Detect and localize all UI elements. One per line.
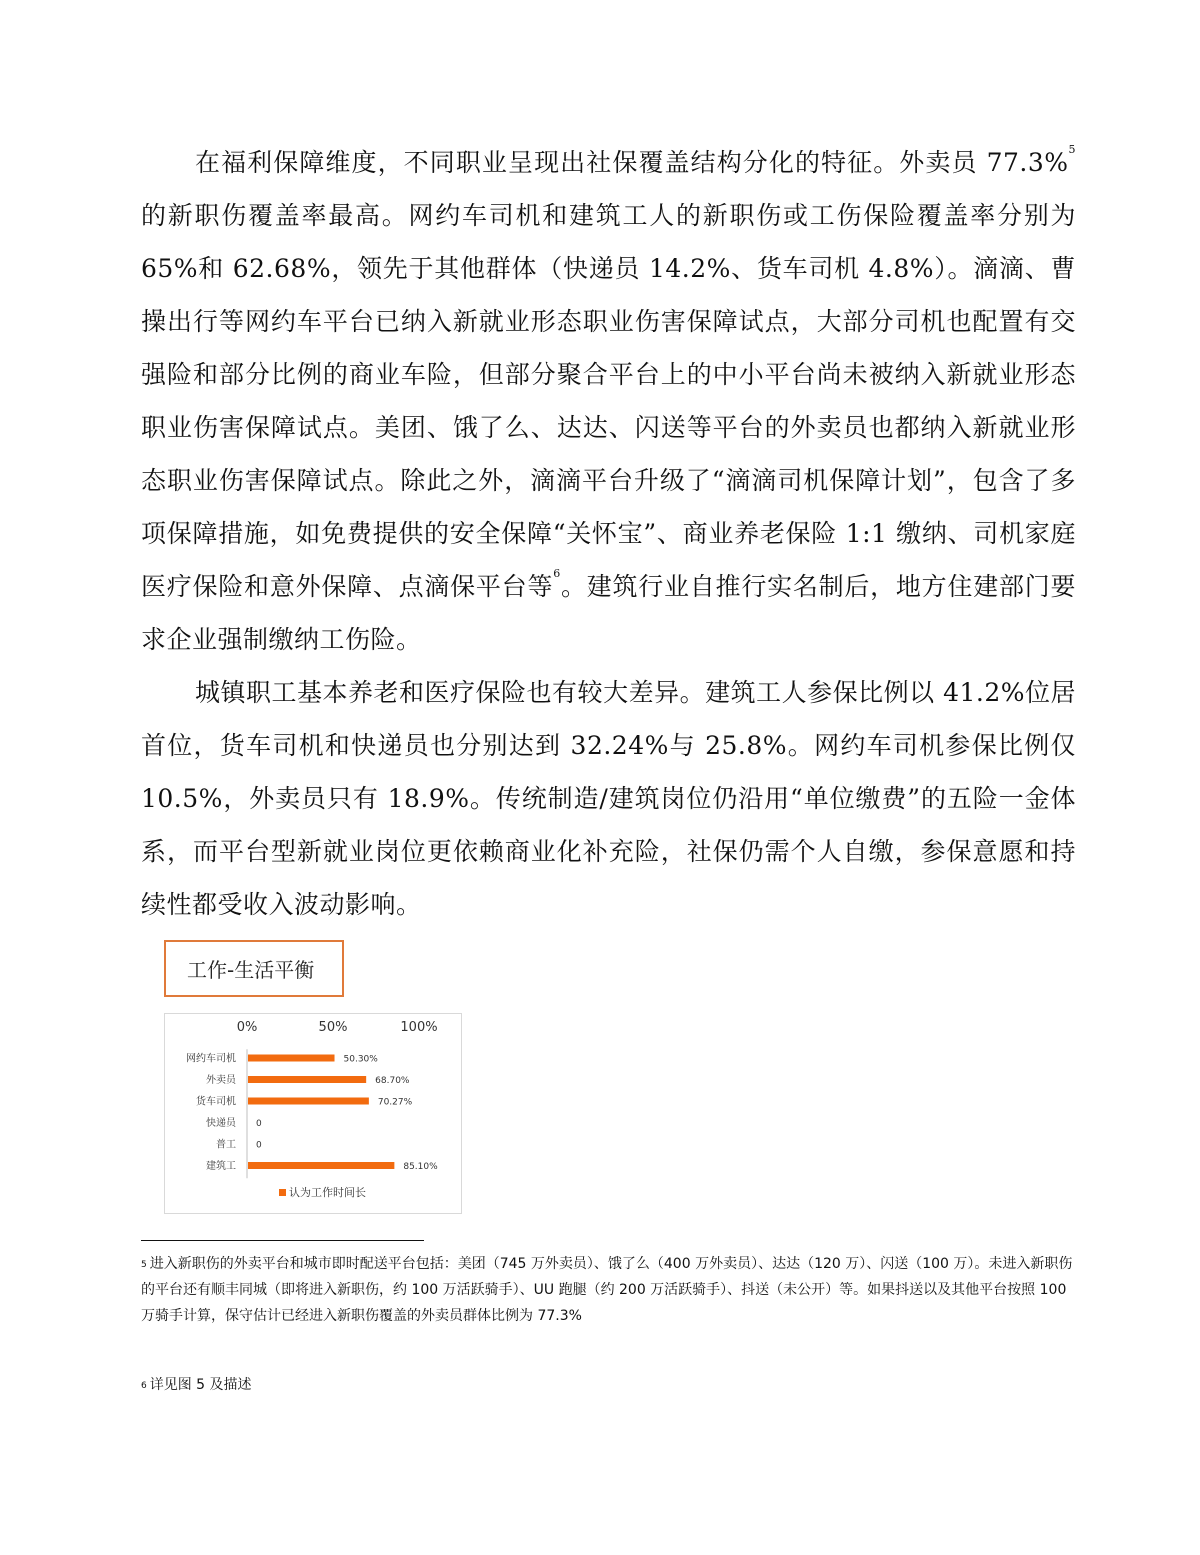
- footnote-marker: 5: [141, 1260, 147, 1270]
- data-label: 0: [256, 1119, 262, 1129]
- bar: [248, 1162, 394, 1169]
- footnote-separator: [141, 1240, 424, 1241]
- text-run: 。建筑行业自推行实名制后，地方住建部门要求企业强制缴纳工伤险。: [141, 572, 1076, 654]
- footnote-text: 进入新职伤的外卖平台和城市即时配送平台包括：美团（745 万外卖员）、饿了么（400 万外卖员）、达达（120 万）、闪送（100 万）。未进入新职伤的平台还有顺丰同城（即将进入新职伤，约 100 万活跃骑手）、UU 跑腿（约 200 万活跃骑手）、抖送（未公开）等。如果抖送以及其他平台按照 100 万骑手计算，保守估计已经进入新职伤覆盖的外卖员群体比例为 77.3%: [141, 1256, 1073, 1324]
- footnote-ref-5[interactable]: 5: [1068, 143, 1076, 156]
- bar: [248, 1055, 335, 1062]
- data-label: 50.30%: [343, 1054, 378, 1065]
- text-run: 城镇职工基本养老和医疗保险也有较大差异。建筑工人参保比例以 41.2%位居首位，货车司机和快递员也分别达到 32.24%与 25.8%。网约车司机参保比例仅 10.5%，外卖员只有 18.9%。传统制造/建筑岗位仍沿用“单位缴费”的五险一金体系，而平台型新就业岗位更依赖商业化补充险，社保仍需个人自缴，参保意愿和持续性都受收入波动影响。: [141, 678, 1076, 919]
- data-label: 0: [256, 1140, 262, 1151]
- footnote-text: 详见图 5 及描述: [149, 1377, 252, 1393]
- footnote-marker: 6: [141, 1381, 147, 1391]
- bar: [248, 1098, 369, 1105]
- x-tick-label: 100%: [400, 1020, 438, 1035]
- x-tick-label: 0%: [236, 1020, 258, 1035]
- category-label: 货车司机: [196, 1096, 236, 1108]
- section-label-box: [164, 940, 344, 997]
- work-hours-chart: [164, 1013, 462, 1214]
- category-label: 外卖员: [206, 1075, 236, 1086]
- data-label: 85.10%: [403, 1162, 438, 1172]
- body-text: [141, 136, 1076, 931]
- data-label: 68.70%: [375, 1076, 410, 1086]
- bar: [248, 1076, 366, 1083]
- text-run: 的新职伤覆盖率最高。网约车司机和建筑工人的新职伤或工伤保险覆盖率分别为 65%和 62.68%，领先于其他群体（快递员 14.2%、货车司机 4.8%）。滴滴、曹操出行等网约车平台已纳入新就业形态职业伤害保障试点，大部分司机也配置有交强险和部分比例的商业车险，但部分聚合平台上的中小平台尚未被纳入新就业形态职业伤害保障试点。美团、饿了么、达达、闪送等平台的外卖员也都纳入新就业形态职业伤害保障试点。除此之外，滴滴平台升级了“滴滴司机保障计划”，包含了多项保障措施，如免费提供的安全保障“关怀宝”、商业养老保险 1:1 缴纳、司机家庭医疗保险和意外保障、点滴保平台等: [141, 201, 1076, 601]
- category-label: 快递员: [206, 1118, 236, 1129]
- x-tick-label: 50%: [318, 1020, 348, 1035]
- footnote-ref-6[interactable]: 6: [553, 567, 561, 580]
- category-label: 网约车司机: [186, 1053, 236, 1065]
- legend-swatch: [279, 1189, 286, 1196]
- legend-label: 认为工作时间长: [289, 1186, 366, 1199]
- footnote-5: [141, 1251, 1076, 1329]
- category-label: 建筑工: [206, 1161, 236, 1172]
- data-label: 70.27%: [377, 1097, 413, 1108]
- chart-svg: [165, 1014, 461, 1213]
- text-run: 在福利保障维度，不同职业呈现出社保覆盖结构分化的特征。外卖员 77.3%: [195, 148, 1069, 177]
- paragraph-welfare: [141, 136, 1076, 666]
- category-label: 普工: [216, 1139, 236, 1151]
- footnote-6: [141, 1372, 1076, 1398]
- paragraph-pension: [141, 666, 1076, 931]
- section-label: 工作-生活平衡: [187, 958, 315, 982]
